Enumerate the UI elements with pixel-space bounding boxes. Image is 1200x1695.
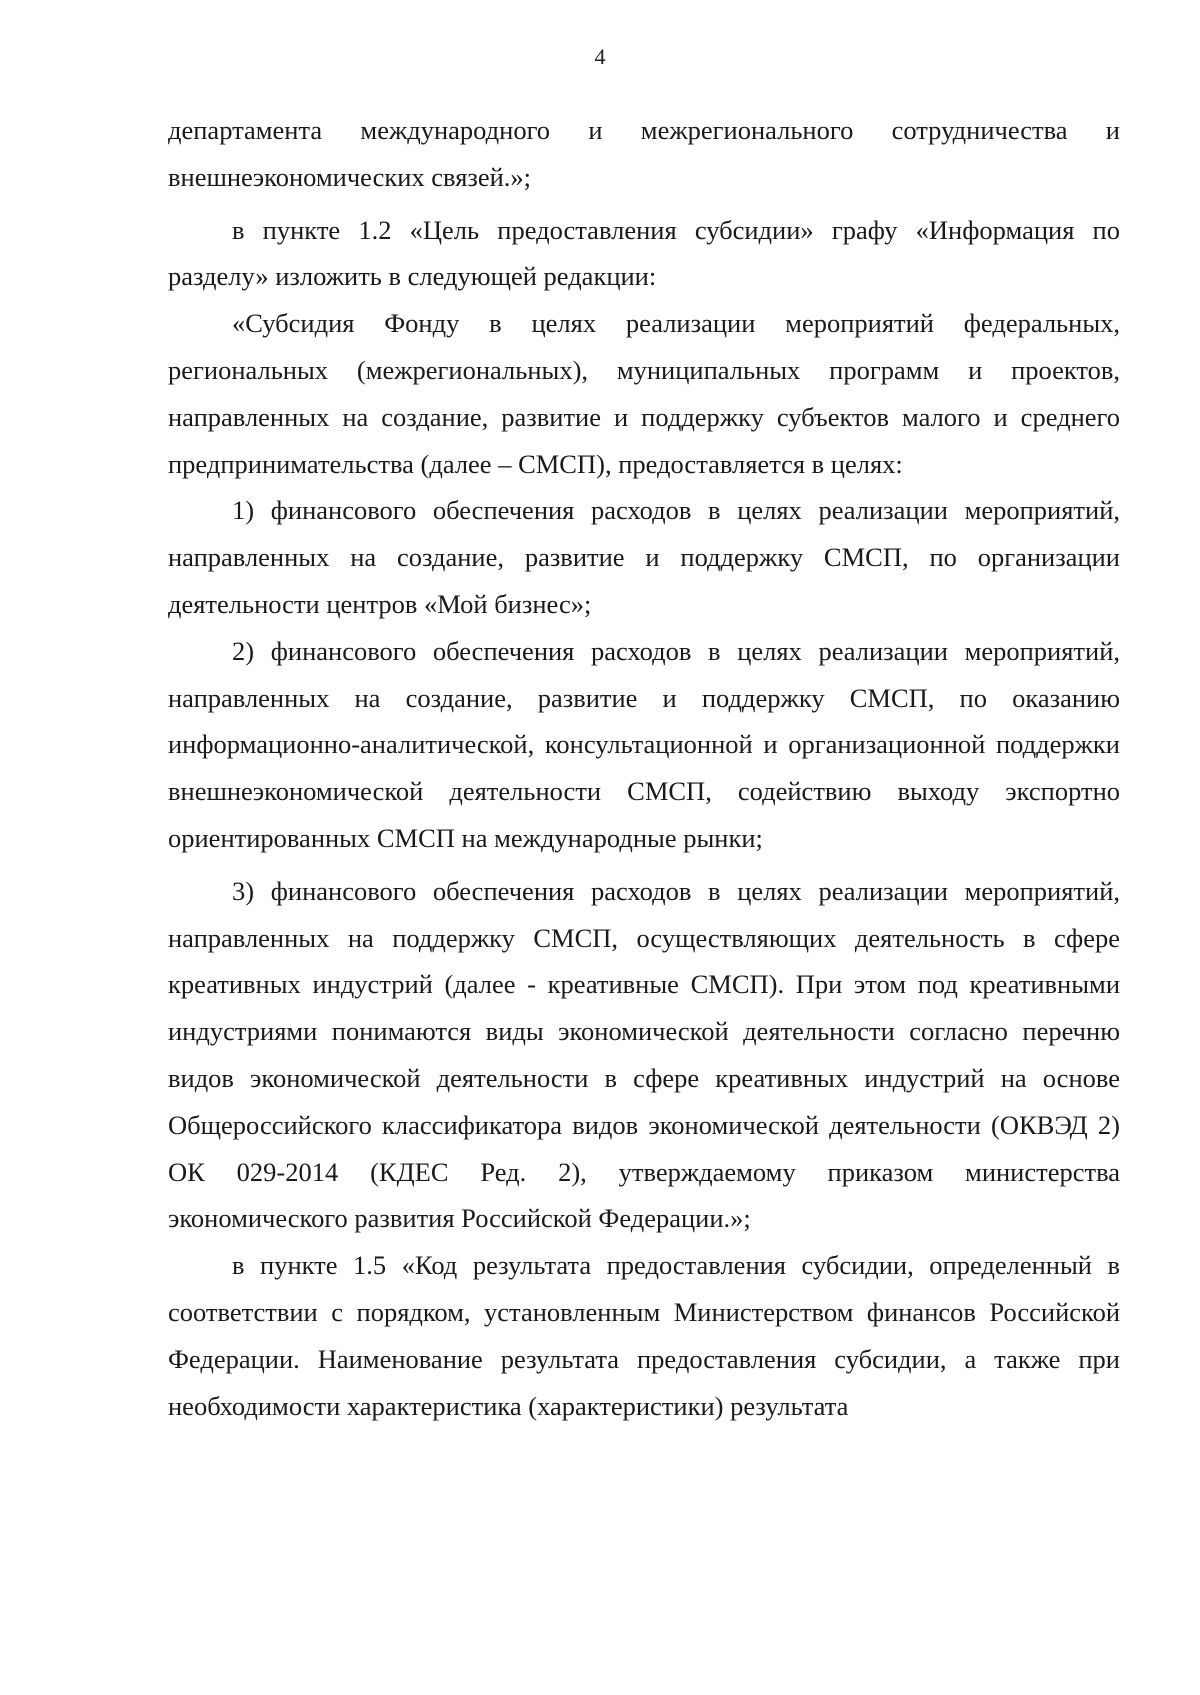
paragraph-list-item-2: 2) финансового обеспечения расходов в целях реализации мероприятий, направленных на создание, развитие и поддержку СМСП, по оказанию информационно-аналитической, консультационной и организационной поддержки внешнеэкономической деятельности СМСП, содействию выходу экспортно ориентированных СМСП на международные рынки;: [168, 635, 1120, 853]
paragraph-list-item-1: 1) финансового обеспечения расходов в целях реализации мероприятий, направленных на создание, развитие и поддержку СМСП, по организации деятельности центров «Мой бизнес»;: [168, 495, 1120, 619]
document-body: [168, 107, 1120, 1429]
page-number: 4: [594, 44, 606, 69]
paragraph-continuation: департамента международного и межрегионального сотрудничества и внешнеэкономических связей.»;: [168, 115, 1120, 192]
paragraph-subsidy-quote: «Субсидия Фонду в целях реализации мероприятий федеральных, региональных (межрегиональных), муниципальных программ и проектов, направленных на создание, развитие и поддержку субъектов малого и среднего предпринимательства (далее – СМСП), предоставляется в целях:: [168, 308, 1120, 479]
paragraph-list-item-3: 3) финансового обеспечения расходов в целях реализации мероприятий, направленных на поддержку СМСП, осуществляющих деятельность в сфере креативных индустрий (далее - креативные СМСП). При этом под креативными индустриями понимаются виды экономической деятельности согласно перечню видов экономической деятельности в сфере креативных индустрий на основе Общероссийского классификатора видов экономической деятельности (ОКВЭД 2) ОК 029-2014 (КДЕС Ред. 2), утверждаемому приказом министерства экономического развития Российской Федерации.»;: [168, 875, 1120, 1234]
paragraph-item-1-5: в пункте 1.5 «Код результата предоставления субсидии, определенный в соответствии с порядком, установленным Министерством финансов Российской Федерации. Наименование результата предоставления субсидии, а также при необходимости характеристика (характеристики) результата: [168, 1250, 1120, 1421]
paragraph-item-1-2: в пункте 1.2 «Цель предоставления субсидии» графу «Информация по разделу» изложить в следующей редакции:: [168, 214, 1120, 292]
